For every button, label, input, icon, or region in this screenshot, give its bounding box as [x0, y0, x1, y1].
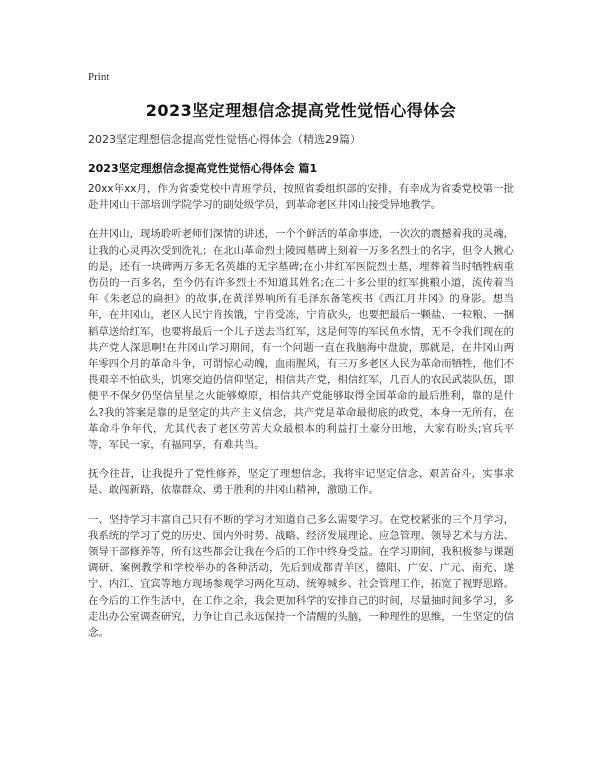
paragraph-4: 一、坚持学习丰富自己只有不断的学习才知道自己多么需要学习。在党校紧张的三个月学习，我系统的学习了党的历史、国内外时势、战略、经济发展理论、应急管理、领导艺术与方法、领导干部修养等，所有这些都会让我在今后的工作中终身受益。在学习期间，我积极参与课题调研、案例教学和学校举办的各种活动，先后到成都青羊区，德阳、广安、广元、南充、遂宁、内江、宜宾等地方现场参观学习两化互动、统筹城乡、社会管理工作，拓宽了视野思路。在今后的工作生活中，在工作之余，我会更加科学的安排自己的时间，尽量抽时间多学习，多走出办公室调查研究，力争让自己永远保持一个清醒的头脑，一种理性的思维，一生坚定的信念。 — [88, 513, 515, 640]
section-heading: 2023坚定理想信念提高党性觉悟心得体会 篇1 — [88, 162, 318, 175]
paragraph-3: 抚今往昔，让我提升了党性修养，坚定了理想信念，我将牢记坚定信念、艰苦奋斗，实事求是、敢闯新路，依靠群众、勇于胜利的井冈山精神，激励工作。 — [88, 468, 514, 497]
article-body — [88, 181, 514, 654]
paragraph-1: 20xx年xx月，作为省委党校中青班学员，按照省委组织部的安排，有幸成为省委党校第一批赴井冈山干部培训学院学习的副处级学员，到革命老区井冈山接受异地教学。 — [88, 183, 514, 212]
print-link[interactable]: Print — [88, 71, 110, 83]
document-subtitle: 2023坚定理想信念提高党性觉悟心得体会（精选29篇） — [88, 133, 361, 146]
document-title: 2023坚定理想信念提高党性觉悟心得体会 — [145, 101, 457, 120]
paragraph-2: 在井冈山，现场聆听老师们深情的讲述，一个个鲜活的革命事迹，一次次的震撼着我的灵魂，让我的心灵再次受到洗礼；在北山革命烈士陵园墓碑上刻着一万多名烈士的名字，但令人揪心的是，还有一块碑两万多无名英雄的无字墓碑;在小井红军医院烈士墓，埋葬着当时牺牲病重伤员的一百多名，至今仍有许多烈士不知道其姓名;在二十多公里的红军挑粮小道，流传着当年《朱老总的扁担》的故事,在黄洋界响所有毛泽东备笔疾书《西江月井冈》的身影。想当年，在井冈山，老区人民宁肯挨饿，宁肯受冻，宁肯砍头，也要把最后一颗盐、一粒粮、一捆稻草送给红军，也要将最后一个儿子送去当红军，这是何等的军民鱼水情，无不令我们现在的共产党人深思啊!在井冈山学习期间，有一个问题一直在我脑海中盘旋，那就是，在井冈山两年零四个月的革命斗争，可谓惊心动魄，血雨腥风，有三万多老区人民为革命而牺牲，他们不畏艰辛不怕砍头，饥寒交迫仍信仰坚定，相信共产党，相信红军，几百人的农民武装队伍，即便平不保夕仍坚信星星之火能够燎原，相信共产党能够取得全国革命的最后胜利，靠的是什么?我的答案是靠的是坚定的共产主义信念，共产党是革命最彻底的政党，本身一无所有，在革命斗争年代，尤其代表了老区劳苦大众最根本的利益打土豪分田地，大家有盼头;官兵平等，军民一家，有福同享，有难共当。 — [88, 228, 515, 452]
